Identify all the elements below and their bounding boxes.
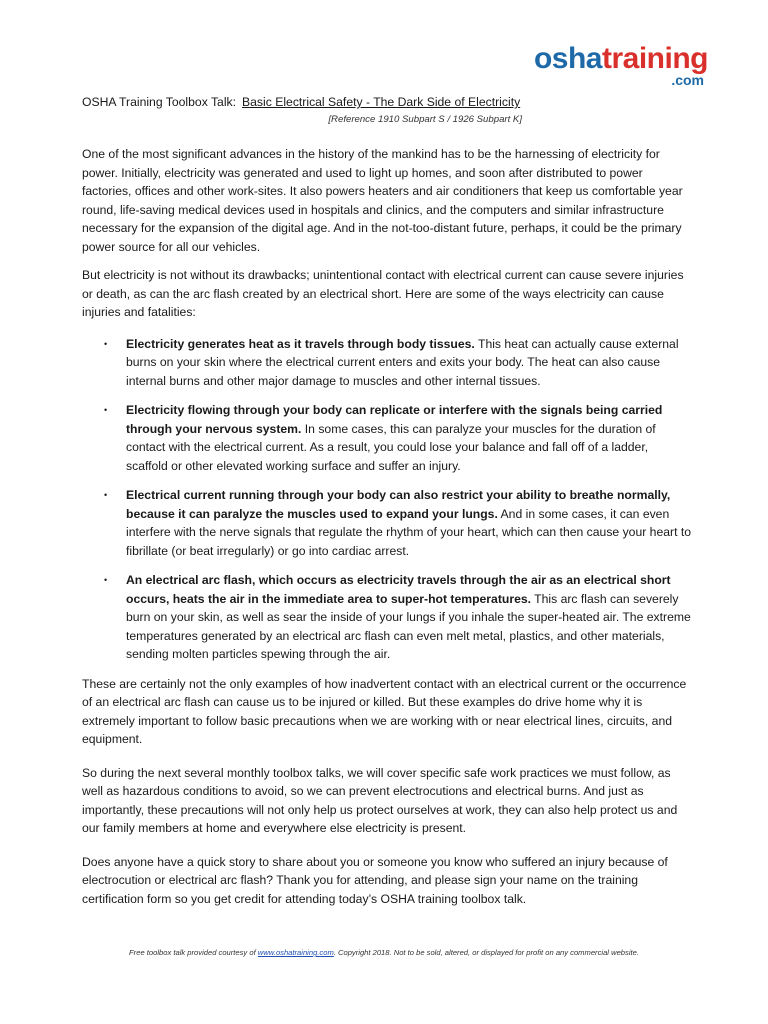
list-item-text: In some cases, this can paralyze your muscles for the duration of contact with the electrical current. As a result, you could lose your balance and fall off of a ladder, scaffold or other elevated working surface and suffer an injury. (126, 421, 656, 473)
document-body (82, 145, 692, 908)
list-item (82, 486, 692, 560)
bullet-icon: • (104, 405, 108, 415)
bullet-icon: • (104, 490, 108, 500)
footer-website-link[interactable]: www.oshatraining.com (257, 948, 334, 957)
list-item-bold: Electrical current running through your body can also restrict your ability to breathe normally, because it can paralyze the muscles used to expand your lungs. (126, 488, 671, 521)
logo-domain-suffix: .com (671, 72, 704, 88)
header-subject: Basic Electrical Safety - The Dark Side of Electricity (242, 95, 521, 109)
list-item (82, 335, 692, 391)
reference-note: [Reference 1910 Subpart S / 1926 Subpart K] (328, 114, 522, 125)
paragraph-upcoming-talks: So during the next several monthly toolbox talks, we will cover specific safe work practices we must follow, as well as hazardous conditions to avoid, so we can prevent electrocutions and electrical burns. And just as importantly, these precautions will not only help us protect ourselves at work, they can also help protect us and our family members at home and everywhere else electricity is present. (82, 765, 678, 835)
page-footer (60, 948, 708, 957)
list-item-bold: Electricity flowing through your body can replicate or interfere with the signals being carried through your nervous system. (126, 403, 663, 436)
list-item-text: And in some cases, it can even interfere with the nerve signals that regulate the rhythm of your heart, which can then cause your heart to fibrillate (or beat irregularly) or go into cardiac arrest. (126, 506, 691, 558)
list-item-bold: Electricity generates heat as it travels through body tissues. (126, 336, 475, 351)
bullet-icon: • (104, 338, 108, 349)
footer-prefix: Free toolbox talk provided courtesy of (129, 948, 258, 957)
paragraph-drawbacks: But electricity is not without its drawbacks; unintentional contact with electrical current can cause severe injuries or death, as can the arc flash created by an electrical short. Here are some of the ways electricity can cause injuries and fatalities: (82, 268, 684, 319)
list-item-text: This arc flash can severely burn on your skin, as well as sear the inside of your lungs if you inhale the super-heated air. The extreme temperatures generated by an electrical arc flash can even melt metal, plastics, and other materials, sending molten particles spewing through the air. (126, 591, 691, 661)
list-item (82, 571, 692, 664)
header-lead: OSHA Training Toolbox Talk: (82, 95, 237, 109)
footer-copyright: . Copyright 2018. Not to be sold, altered, or displayed for profit on any commercial website. (333, 948, 639, 957)
injury-list (82, 335, 692, 664)
paragraph-examples: These are certainly not the only examples of how inadvertent contact with an electrical current or the occurrence of an electrical arc flash can cause us to be injured or killed. But these examples do drive home why it is extremely important to follow basic precautions when we are working with or near electrical lines, circuits, and equipment. (82, 676, 687, 746)
paragraph-closing: Does anyone have a quick story to share about you or someone you know who suffered an injury because of electrocution or electrical arc flash? Thank you for attending, and please sign your name on the training certification form so you get credit for attending today’s OSHA training toolbox talk. (82, 854, 668, 906)
oshatraining-logo (534, 44, 708, 87)
list-item-bold: An electrical arc flash, which occurs as electricity travels through the air as an electrical short occurs, heats the air in the immediate area to super-hot temperatures. (126, 573, 671, 606)
document-header (82, 95, 682, 109)
list-item (82, 401, 692, 475)
list-item-text: This heat can actually cause external burns on your skin where the electrical current enters and exits your body. The heat can also cause internal burns and other major damage to muscles and other internal tissues. (126, 336, 679, 388)
paragraph-intro: One of the most significant advances in the history of the mankind has to be the harnessing of electricity for power. Initially, electricity was generated and used to light up homes, and soon after distributed to power factories, offices and other work-sites. It also powers heaters and air conditioners that keep us comfortable year round, life-saving medical devices used in hospitals and clinics, and the computers and similar infrastructure necessary for the expansion of the digital age. And in the not-too-distant future, perhaps, it could be the primary power source for all our vehicles. (82, 147, 683, 254)
bullet-icon: • (104, 575, 108, 585)
logo-wordmark (534, 44, 708, 74)
logo-osha-text: osha (533, 42, 602, 75)
logo-training-text: training (602, 42, 708, 75)
